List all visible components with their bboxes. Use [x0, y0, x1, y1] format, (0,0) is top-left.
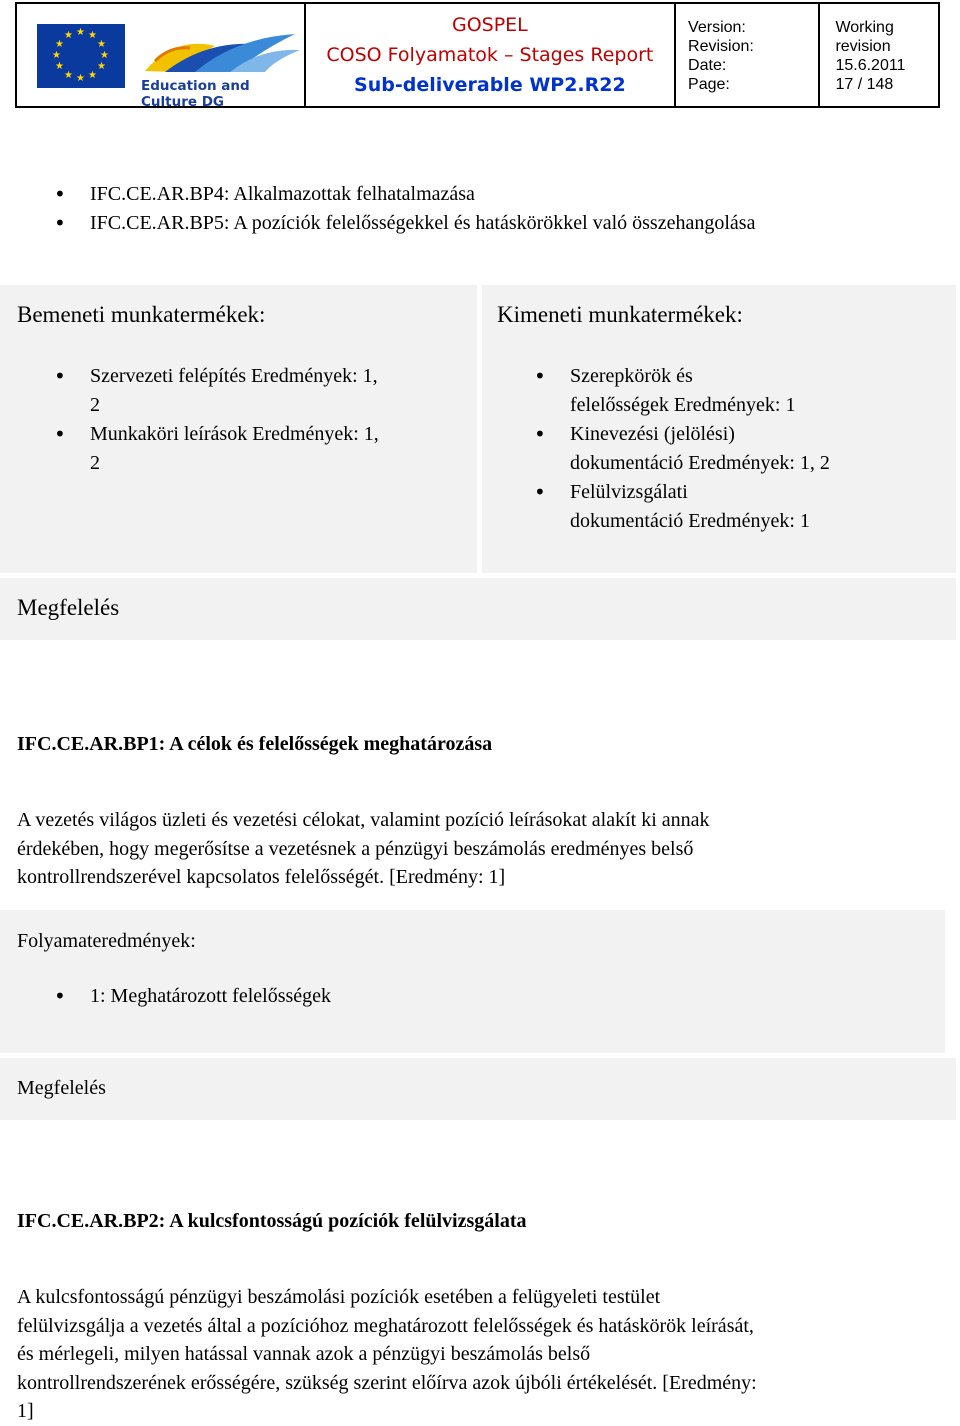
logo-cell: [17, 4, 306, 110]
bp2-description: A kulcsfontosságú pénzügyi beszámolási pozíciók esetében a felügyeleti testület felülvizsgálja a vezetés által a pozícióhoz meghatározott felelősségek és hatáskörök leírását, és mérlegeli, milyen hatással vannak azok a pénzügyi beszámolás belső kontrollrendszerének erősségére, szükség szerint előírva azok újbóli értékelését. [Eredmény: 1]: [17, 1286, 757, 1422]
page-number: 17 / 148: [835, 76, 894, 93]
outputs-heading: Kimeneti munkatermékek:: [497, 302, 743, 327]
list-item: • Szervezeti felépítés Eredmények: 1, 2: [54, 362, 379, 420]
bp1-title: IFC.CE.AR.BP1: A célok és felelősségek meghatározása: [17, 733, 493, 755]
list-item: • 1: Meghatározott felelősségek: [54, 982, 331, 1011]
inputs-list: [54, 362, 379, 478]
bp2-title: IFC.CE.AR.BP2: A kulcsfontosságú pozíciók felülvizsgálata: [17, 1210, 527, 1232]
compliance-heading: Megfelelés: [17, 1077, 106, 1099]
outputs-list: [534, 362, 830, 536]
version-label: Version:: [688, 19, 746, 36]
meta-values-cell: [820, 4, 938, 106]
eu-flag-icon: ★ ★ ★ ★ ★ ★ ★ ★ ★ ★ ★ ★: [37, 24, 125, 88]
date-value: 15.6.2011: [835, 57, 906, 74]
results-list: [54, 982, 331, 1011]
inputs-heading: Bemeneti munkatermékek:: [17, 302, 266, 327]
compliance-panel: [0, 578, 956, 640]
meta-labels-cell: [676, 4, 820, 106]
project-name: GOSPEL: [451, 14, 528, 36]
list-item: • IFC.CE.AR.BP5: A pozíciók felelősségekkel és hatáskörökkel való összehangolása: [54, 209, 755, 238]
revision-label: Revision:: [688, 38, 754, 55]
bp1-description: A vezetés világos üzleti és vezetési célokat, valamint pozíció leírásokat alakít ki annak érdekében, hogy megerősítse a vezetésnek a pénzügyi beszámolás eredményes belső kontrollrendszerével kapcsolatos felelősségét. [Eredmény: 1]: [17, 809, 710, 888]
version-value: Working: [835, 19, 894, 36]
date-label: Date:: [688, 57, 727, 74]
page-label: Page:: [688, 76, 730, 93]
results-heading: Folyamateredmények:: [17, 930, 196, 952]
logo-caption: Education and Culture DG: [141, 78, 250, 110]
report-title: COSO Folyamatok – Stages Report: [326, 44, 654, 66]
revision-value: revision: [835, 38, 891, 55]
education-culture-logo-icon: [135, 16, 301, 76]
deliverable-id: Sub-deliverable WP2.R22: [354, 74, 626, 96]
list-item: • Felülvizsgálati dokumentáció Eredmények: 1: [534, 478, 830, 536]
list-item: • Kinevezési (jelölési) dokumentáció Eredmények: 1, 2: [534, 420, 830, 478]
list-item: • Munkaköri leírások Eredmények: 1, 2: [54, 420, 379, 478]
list-item: • Szerepkörök és felelősségek Eredmények: 1: [534, 362, 830, 420]
compliance-heading: Megfelelés: [17, 595, 120, 620]
list-item: • IFC.CE.AR.BP4: Alkalmazottak felhatalmazása: [54, 180, 755, 209]
document-header: [15, 2, 940, 108]
compliance-panel: [0, 1058, 956, 1120]
practice-list: [54, 180, 755, 238]
document-title-cell: [306, 4, 676, 106]
